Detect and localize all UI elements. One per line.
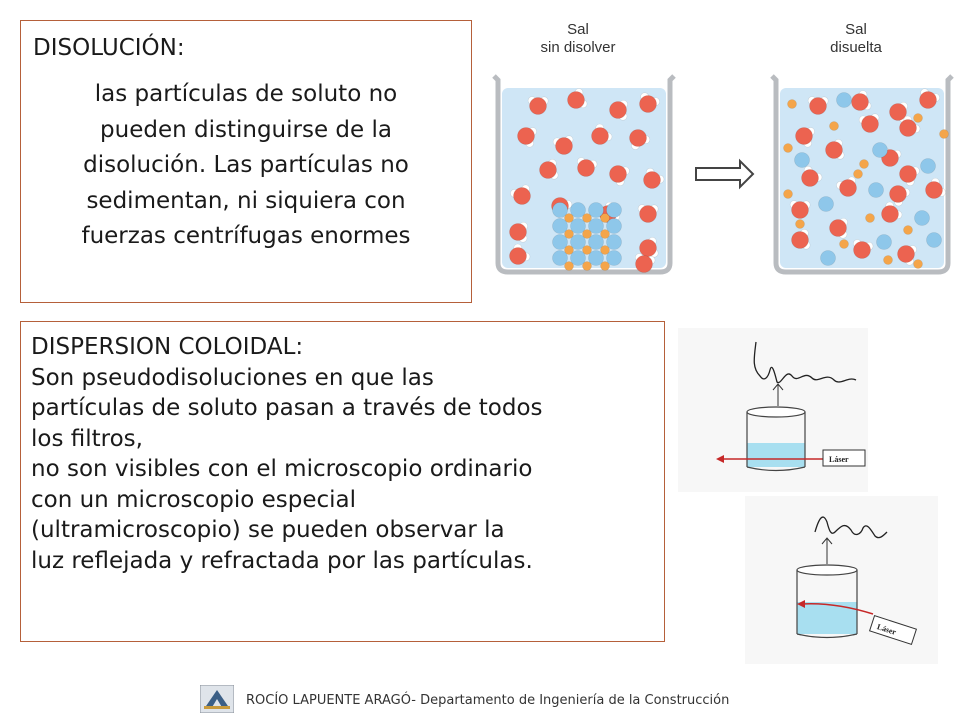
chloride-ion [830, 122, 839, 131]
right-beaker-label-2: disuelta [830, 39, 882, 56]
left-beaker-label-2: sin disolver [540, 39, 616, 56]
disolucion-line: sedimentan, ni siquiera con [86, 187, 406, 214]
chloride-ion [940, 130, 949, 139]
sodium-ion [877, 235, 892, 250]
oxygen-atom [518, 128, 535, 145]
dispersion-line: Son pseudodisoluciones en que las [31, 364, 434, 391]
chloride-ion [796, 220, 805, 229]
oxygen-atom [898, 246, 915, 263]
oxygen-atom [792, 202, 809, 219]
laser-scattering-figure-2 [745, 496, 938, 664]
chloride-ion [840, 240, 849, 249]
oxygen-atom [568, 92, 585, 109]
sodium-ion [821, 251, 836, 266]
footer-text: ROCÍO LAPUENTE ARAGÓ- Departamento de Ingeniería de la Construcción [246, 693, 730, 708]
oxygen-atom [890, 104, 907, 121]
sodium-ion [607, 251, 622, 266]
arrow-icon [696, 161, 753, 187]
oxygen-atom [920, 92, 937, 109]
oxygen-atom [796, 128, 813, 145]
oxygen-atom [792, 232, 809, 249]
oxygen-atom [610, 166, 627, 183]
chloride-ion [854, 170, 863, 179]
chloride-ion [884, 256, 893, 265]
chloride-ion [866, 214, 875, 223]
oxygen-atom [510, 248, 527, 265]
oxygen-atom [640, 206, 657, 223]
sodium-ion [873, 143, 888, 158]
oxygen-atom [640, 96, 657, 113]
dispersion-line: los filtros, [31, 425, 143, 452]
dispersion-line: con un microscopio especial [31, 486, 357, 513]
sodium-ion [837, 93, 852, 108]
sodium-ion [819, 197, 834, 212]
oxygen-atom [592, 128, 609, 145]
oxygen-atom [640, 240, 657, 257]
oxygen-atom [636, 256, 653, 273]
laser-label: Láser [875, 622, 898, 637]
oxygen-atom [610, 102, 627, 119]
oxygen-atom [830, 220, 847, 237]
dispersion-heading: DISPERSION COLOIDAL: [31, 334, 304, 360]
sodium-ion [915, 211, 930, 226]
salt-dissolution-figure [488, 18, 958, 283]
oxygen-atom [540, 162, 557, 179]
oxygen-atom [926, 182, 943, 199]
dispersion-box [20, 321, 665, 642]
sodium-ion [607, 235, 622, 250]
chloride-ion [904, 226, 913, 235]
sodium-ion [607, 219, 622, 234]
laser-scattering-figure-1 [678, 328, 868, 492]
oxygen-atom [900, 166, 917, 183]
sodium-ion [607, 203, 622, 218]
sodium-ion [869, 183, 884, 198]
footer [200, 685, 800, 715]
disolucion-text [31, 77, 461, 255]
oxygen-atom [890, 186, 907, 203]
left-beaker-label-1: Sal [567, 21, 589, 38]
chloride-ion [860, 160, 869, 169]
oxygen-atom [852, 94, 869, 111]
chloride-ion [788, 100, 797, 109]
oxygen-atom [882, 206, 899, 223]
chloride-ion [784, 190, 793, 199]
oxygen-atom [530, 98, 547, 115]
dispersion-line: no son visibles con el microscopio ordinario [31, 456, 533, 482]
oxygen-atom [510, 224, 527, 241]
dispersion-line: luz reflejada y refractada por las partículas. [31, 547, 533, 574]
dispersion-line: (ultramicroscopio) se pueden observar la [31, 517, 505, 543]
disolucion-line: disolución. Las partículas no [83, 152, 409, 178]
laser-label: Láser [829, 455, 849, 464]
chloride-ion [914, 114, 923, 123]
oxygen-atom [840, 180, 857, 197]
oxygen-atom [826, 142, 843, 159]
oxygen-atom [810, 98, 827, 115]
sodium-ion [921, 159, 936, 174]
right-beaker [772, 76, 952, 272]
oxygen-atom [556, 138, 573, 155]
left-beaker [494, 76, 674, 273]
university-logo-icon [200, 685, 234, 713]
oxygen-atom [854, 242, 871, 259]
sodium-ion [795, 153, 810, 168]
oxygen-atom [802, 170, 819, 187]
disolucion-line: fuerzas centrífugas enormes [81, 223, 411, 249]
dispersion-line: partículas de soluto pasan a través de todos [31, 395, 543, 421]
disolucion-line: las partículas de soluto no [94, 81, 398, 107]
disolucion-box [20, 20, 472, 303]
oxygen-atom [644, 172, 661, 189]
sodium-ion [927, 233, 942, 248]
chloride-ion [784, 144, 793, 153]
disolucion-line: pueden distinguirse de la [100, 116, 392, 143]
oxygen-atom [578, 160, 595, 177]
oxygen-atom [900, 120, 917, 137]
chloride-ion [914, 260, 923, 269]
oxygen-atom [630, 130, 647, 147]
disolucion-heading: DISOLUCIÓN: [33, 35, 185, 61]
oxygen-atom [862, 116, 879, 133]
oxygen-atom [514, 188, 531, 205]
right-beaker-label-1: Sal [845, 21, 867, 38]
